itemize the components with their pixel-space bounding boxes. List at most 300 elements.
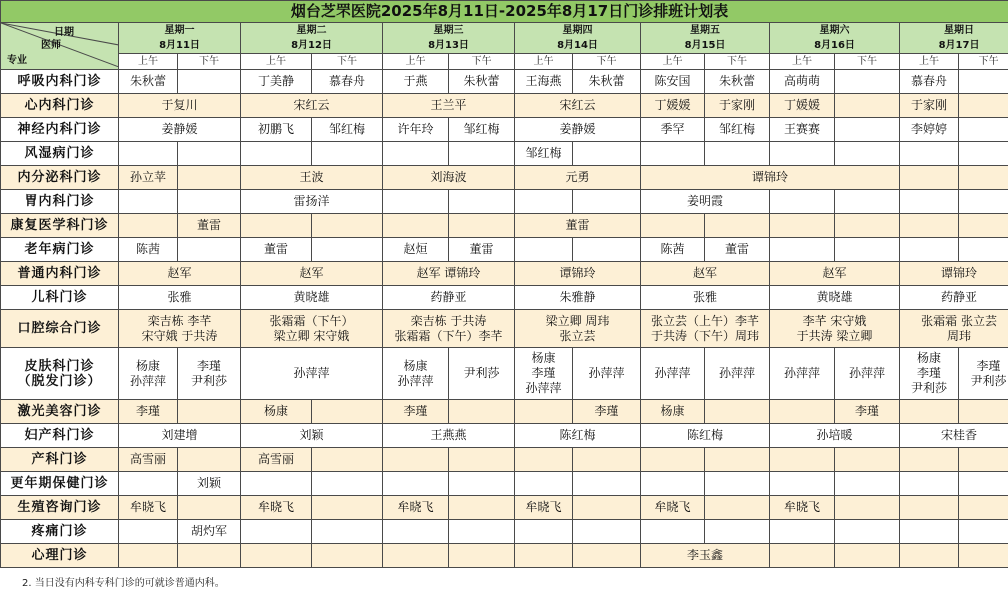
day-header (770, 23, 900, 54)
doctor-name: 宋守娥 于共涛 (141, 328, 218, 343)
schedule-cell (383, 190, 449, 214)
day-weekday: 星期四 (562, 25, 593, 36)
doctor-name: 杨康 (403, 358, 428, 373)
schedule-cell (959, 348, 1008, 400)
schedule-cell (641, 238, 705, 262)
doctor-name: 药静亚 (941, 290, 978, 304)
schedule-cell (835, 214, 900, 238)
doctor-name: 朱秋蕾 (718, 74, 755, 88)
schedule-cell (900, 70, 959, 94)
schedule-row (1, 286, 1008, 310)
schedule-cell (770, 424, 900, 448)
day-weekday: 星期日 (944, 25, 975, 36)
doctor-name: 孙萍萍 (293, 366, 330, 380)
department-name (1, 424, 119, 448)
schedule-cell (900, 214, 959, 238)
schedule-cell (835, 70, 900, 94)
schedule-cell (241, 262, 383, 286)
doctor-name: 于共涛（下午）周玮 (650, 328, 759, 343)
doctor-name: 李瑾 (594, 404, 619, 418)
schedule-cell (449, 496, 515, 520)
schedule-cell (178, 348, 241, 400)
schedule-cell (515, 286, 641, 310)
schedule-cell (770, 70, 835, 94)
schedule-cell (641, 448, 705, 472)
schedule-cell (241, 544, 312, 568)
schedule-cell (900, 190, 959, 214)
department-name (1, 118, 119, 142)
schedule-cell (515, 214, 641, 238)
schedule-cell (641, 190, 770, 214)
department-label: 产科门诊 (31, 452, 88, 467)
schedule-cell (515, 142, 573, 166)
doctor-name: 王赛赛 (783, 122, 820, 136)
schedule-cell (573, 472, 641, 496)
schedule-cell (770, 472, 835, 496)
department-label: 皮肤科门诊 (24, 358, 95, 374)
schedule-cell (515, 70, 573, 94)
schedule-cell (641, 348, 705, 400)
schedule-cell (515, 424, 641, 448)
schedule-cell (515, 166, 641, 190)
department-label: 康复医学科门诊 (10, 218, 109, 233)
schedule-cell (900, 166, 959, 190)
schedule-cell (119, 286, 241, 310)
schedule-cell (178, 544, 241, 568)
schedule-cell (241, 70, 312, 94)
schedule-cell (449, 520, 515, 544)
schedule-cell (959, 496, 1008, 520)
day-weekday: 星期五 (690, 25, 720, 36)
doctor-name: 牟晓飞 (654, 500, 691, 514)
schedule-row (1, 238, 1008, 262)
schedule-cell (241, 142, 312, 166)
day-date: 8月12日 (291, 40, 332, 51)
doctor-name: 谭锦玲 (941, 266, 978, 280)
schedule-cell (835, 544, 900, 568)
doctor-name: 赵军 谭锦玲 (416, 266, 481, 280)
schedule-cell (449, 190, 515, 214)
afternoon-header: 下午 (573, 54, 641, 70)
doctor-name: 于燕 (403, 74, 428, 88)
schedule-cell (900, 310, 1008, 348)
schedule-cell (515, 544, 573, 568)
doctor-name: 丁媛媛 (654, 98, 691, 112)
doctor-name: 周玮 (947, 328, 972, 343)
doctor-name: 慕春舟 (328, 74, 365, 88)
doctor-name: 慕春舟 (910, 74, 947, 88)
doctor-name: 杨康 (135, 358, 160, 373)
doctor-name: 董雷 (196, 218, 221, 232)
schedule-cell (312, 400, 383, 424)
schedule-cell (573, 448, 641, 472)
doctor-name: 栾吉栋 李芊 (147, 313, 212, 328)
schedule-cell (959, 190, 1008, 214)
schedule-cell (515, 310, 641, 348)
schedule-row (1, 348, 1008, 400)
schedule-cell (959, 214, 1008, 238)
doctor-name: 陈安国 (654, 74, 691, 88)
schedule-cell (641, 214, 705, 238)
schedule-cell (835, 448, 900, 472)
doctor-name: 尹利莎 (910, 381, 947, 395)
schedule-cell (641, 520, 705, 544)
schedule-row (1, 142, 1008, 166)
department-name (1, 214, 119, 238)
doctor-name: 邹红梅 (463, 122, 500, 136)
doctor-name: 王兰平 (430, 98, 467, 112)
schedule-cell (241, 448, 312, 472)
department-name (1, 520, 119, 544)
schedule-cell (383, 166, 515, 190)
schedule-cell (900, 262, 1008, 286)
department-name (1, 286, 119, 310)
doctor-name: 杨康 (531, 351, 556, 365)
schedule-cell (641, 262, 770, 286)
schedule-cell (959, 238, 1008, 262)
doctor-name: 邹红梅 (328, 122, 365, 136)
day-date: 8月13日 (428, 40, 469, 51)
schedule-cell (383, 70, 449, 94)
schedule-cell (178, 472, 241, 496)
schedule-cell (383, 286, 515, 310)
schedule-cell (383, 496, 449, 520)
schedule-cell (312, 496, 383, 520)
doctor-name: 尹利莎 (190, 373, 227, 388)
day-weekday: 星期六 (819, 25, 850, 36)
afternoon-header: 下午 (178, 54, 241, 70)
schedule-row (1, 118, 1008, 142)
schedule-cell (178, 238, 241, 262)
schedule-cell (178, 448, 241, 472)
doctor-name: 牟晓飞 (783, 500, 820, 514)
schedule-cell (449, 400, 515, 424)
doctor-name: 牟晓飞 (525, 500, 562, 514)
doctor-name: 胡灼军 (190, 524, 227, 538)
doctor-name: 元勇 (565, 170, 590, 184)
doctor-name: 高萌萌 (783, 74, 820, 88)
doctor-name: 杨康 (263, 404, 288, 418)
schedule-cell (241, 286, 383, 310)
schedule-cell (835, 496, 900, 520)
doctor-name: 孙萍萍 (848, 366, 885, 380)
doctor-name: 宋红云 (293, 98, 330, 112)
schedule-cell (241, 424, 383, 448)
doctor-name: 于共涛 梁立卿 (796, 328, 873, 343)
doctor-name: 姜明霞 (686, 194, 723, 208)
department-label: 心理门诊 (31, 548, 88, 563)
schedule-cell (770, 262, 900, 286)
afternoon-header: 下午 (312, 54, 383, 70)
schedule-cell (241, 400, 312, 424)
schedule-cell (383, 348, 449, 400)
schedule-row (1, 214, 1008, 238)
schedule-row (1, 166, 1008, 190)
schedule-cell (770, 190, 835, 214)
doctor-name: 季罕 (660, 122, 685, 136)
doctor-name: 张雅 (167, 290, 192, 304)
doctor-name: 刘海波 (430, 170, 467, 184)
doctor-name: 孙立苹 (129, 170, 166, 184)
schedule-cell (900, 544, 959, 568)
doctor-name: 孙萍萍 (525, 381, 562, 395)
schedule-row (1, 424, 1008, 448)
schedule-cell (119, 70, 178, 94)
doctor-name: 陈红梅 (559, 428, 596, 442)
afternoon-header: 下午 (959, 54, 1008, 70)
doctor-name: 孙萍萍 (129, 373, 166, 388)
doctor-name: 李瑾 (916, 366, 941, 380)
department-label: 口腔综合门诊 (17, 321, 102, 336)
schedule-cell (241, 496, 312, 520)
schedule-cell (959, 400, 1008, 424)
schedule-cell (515, 94, 641, 118)
doctor-name: 牟晓飞 (129, 500, 166, 514)
doctor-name: 姜静媛 (161, 122, 198, 136)
schedule-cell (383, 118, 449, 142)
day-header (641, 23, 770, 54)
schedule-cell (770, 118, 835, 142)
schedule-cell (515, 348, 573, 400)
schedule-cell (178, 400, 241, 424)
schedule-cell (770, 286, 900, 310)
schedule-cell (383, 400, 449, 424)
schedule-cell (241, 348, 383, 400)
schedule-cell (383, 520, 449, 544)
schedule-cell (835, 472, 900, 496)
schedule-cell (770, 496, 835, 520)
schedule-cell (770, 348, 835, 400)
schedule-cell (515, 496, 573, 520)
schedule-cell (515, 118, 641, 142)
morning-header: 上午 (515, 54, 573, 70)
doctor-name: 牟晓飞 (397, 500, 434, 514)
schedule-cell (641, 94, 705, 118)
doctor-name: 朱秋蕾 (463, 74, 500, 88)
doctor-name: 丁美静 (257, 74, 294, 88)
schedule-cell (705, 238, 770, 262)
schedule-cell (705, 496, 770, 520)
schedule-cell (241, 238, 312, 262)
schedule-cell (119, 544, 178, 568)
schedule-cell (770, 238, 835, 262)
schedule-cell (900, 472, 959, 496)
schedule-cell (959, 70, 1008, 94)
doctor-name: 董雷 (724, 242, 749, 256)
footnote: 2. 当日没有内科专科门诊的可就诊普通内科。 (22, 578, 225, 589)
department-name (1, 94, 119, 118)
doctor-name: 李瑾 (135, 404, 160, 418)
schedule-cell (241, 118, 312, 142)
department-label: 老年病门诊 (24, 242, 95, 257)
doctor-name: 王燕燕 (430, 428, 467, 442)
schedule-cell (178, 214, 241, 238)
doctor-name: 董雷 (263, 242, 288, 256)
schedule-cell (770, 310, 900, 348)
doctor-name: 陈茜 (135, 242, 160, 256)
doctor-name: 董雷 (469, 242, 494, 256)
schedule-cell (705, 348, 770, 400)
schedule-cell (573, 348, 641, 400)
corner-header (1, 23, 119, 70)
doctor-name: 于复川 (161, 98, 198, 112)
corner-doctor-label: 医师 (41, 40, 61, 51)
department-name (1, 496, 119, 520)
schedule-cell (449, 448, 515, 472)
schedule-cell (900, 496, 959, 520)
doctor-name: 张霜霜 张立芸 (921, 313, 997, 328)
schedule-cell (641, 496, 705, 520)
schedule-cell (900, 238, 959, 262)
department-label: 风湿病门诊 (24, 146, 95, 161)
department-name (1, 190, 119, 214)
schedule-cell (119, 424, 241, 448)
doctor-name: 丁媛媛 (783, 98, 820, 112)
department-name (1, 400, 119, 424)
doctor-name: 杨康 (916, 351, 941, 365)
afternoon-header: 下午 (705, 54, 770, 70)
schedule-cell (383, 424, 515, 448)
page-title: 烟台芝罘医院2025年8月11日-2025年8月17日门诊排班计划表 (1, 1, 1008, 23)
schedule-cell (449, 118, 515, 142)
schedule-cell (312, 520, 383, 544)
doctor-name: 栾吉栋 于共涛 (410, 313, 487, 328)
schedule-cell (705, 142, 770, 166)
schedule-cell (641, 544, 770, 568)
schedule-cell (449, 238, 515, 262)
schedule-row (1, 448, 1008, 472)
schedule-cell (383, 142, 449, 166)
doctor-name: 赵烜 (403, 242, 428, 256)
doctor-name: 孙培暖 (816, 428, 853, 442)
schedule-row (1, 190, 1008, 214)
schedule-cell (573, 238, 641, 262)
afternoon-header: 下午 (835, 54, 900, 70)
doctor-name: 牟晓飞 (257, 500, 294, 514)
doctor-name: 王波 (299, 170, 324, 184)
department-label: 更年期保健门诊 (10, 476, 109, 491)
schedule-cell (705, 70, 770, 94)
doctor-name: 许年玲 (397, 122, 434, 136)
department-label: 儿科门诊 (31, 290, 88, 305)
day-date: 8月16日 (814, 40, 855, 51)
day-weekday: 星期三 (433, 25, 464, 36)
schedule-cell (449, 472, 515, 496)
schedule-cell (241, 190, 383, 214)
department-label: 心内科门诊 (24, 98, 95, 113)
doctor-name: 于家刚 (910, 98, 947, 112)
schedule-cell (178, 520, 241, 544)
schedule-cell (178, 190, 241, 214)
schedule-cell (383, 310, 515, 348)
doctor-name: 朱秋蕾 (588, 74, 625, 88)
morning-header: 上午 (770, 54, 835, 70)
schedule-cell (383, 238, 449, 262)
schedule-cell (449, 70, 515, 94)
day-weekday: 星期一 (164, 25, 195, 36)
schedule-cell (383, 472, 449, 496)
schedule-row (1, 310, 1008, 348)
day-weekday: 星期二 (296, 25, 327, 36)
doctor-name: 孙萍萍 (654, 366, 691, 380)
day-header (119, 23, 241, 54)
department-sublabel: （脱发门诊） (17, 373, 102, 389)
department-label: 生殖咨询门诊 (17, 500, 102, 515)
day-header (241, 23, 383, 54)
schedule-cell (515, 448, 573, 472)
schedule-cell (835, 238, 900, 262)
schedule-cell (119, 94, 241, 118)
department-label: 胃内科门诊 (24, 194, 95, 209)
schedule-cell (705, 472, 770, 496)
department-name (1, 166, 119, 190)
schedule-cell (312, 448, 383, 472)
schedule-cell (119, 142, 178, 166)
doctor-name: 朱雅静 (559, 290, 596, 304)
doctor-name: 张雅 (692, 290, 717, 304)
schedule-cell (959, 544, 1008, 568)
schedule-cell (705, 400, 770, 424)
schedule-cell (573, 400, 641, 424)
day-header (515, 23, 641, 54)
doctor-name: 朱秋蕾 (129, 74, 166, 88)
doctor-name: 孙萍萍 (588, 366, 625, 380)
schedule-cell (705, 448, 770, 472)
schedule-cell (383, 94, 515, 118)
doctor-name: 梁立卿 周玮 (545, 313, 610, 328)
schedule-cell (900, 118, 959, 142)
schedule-cell (641, 424, 770, 448)
schedule-cell (312, 238, 383, 262)
doctor-name: 李瑾 (976, 358, 1001, 373)
schedule-row (1, 400, 1008, 424)
schedule-cell (959, 472, 1008, 496)
doctor-name: 李玉鑫 (686, 548, 723, 562)
doctor-name: 李婷婷 (910, 122, 947, 136)
doctor-name: 高雪丽 (257, 452, 294, 466)
schedule-cell (641, 472, 705, 496)
schedule-cell (241, 166, 383, 190)
schedule-row (1, 496, 1008, 520)
schedule-cell (515, 400, 573, 424)
schedule-cell (900, 400, 959, 424)
schedule-row (1, 70, 1008, 94)
schedule-cell (959, 118, 1008, 142)
doctor-name: 梁立卿 宋守娥 (273, 328, 350, 343)
morning-header: 上午 (641, 54, 705, 70)
schedule-cell (241, 520, 312, 544)
schedule-cell (573, 496, 641, 520)
schedule-cell (312, 544, 383, 568)
doctor-name: 孙萍萍 (783, 366, 820, 380)
department-name (1, 348, 119, 400)
department-name (1, 310, 119, 348)
schedule-cell (383, 448, 449, 472)
schedule-cell (178, 496, 241, 520)
department-label: 妇产科门诊 (24, 428, 95, 443)
schedule-cell (119, 262, 241, 286)
morning-header: 上午 (383, 54, 449, 70)
schedule-cell (383, 544, 449, 568)
doctor-name: 刘颖 (299, 428, 324, 442)
schedule-cell (641, 286, 770, 310)
schedule-cell (770, 520, 835, 544)
day-header (900, 23, 1008, 54)
schedule-cell (900, 448, 959, 472)
schedule-cell (515, 238, 573, 262)
morning-header: 上午 (241, 54, 312, 70)
schedule-cell (119, 166, 178, 190)
